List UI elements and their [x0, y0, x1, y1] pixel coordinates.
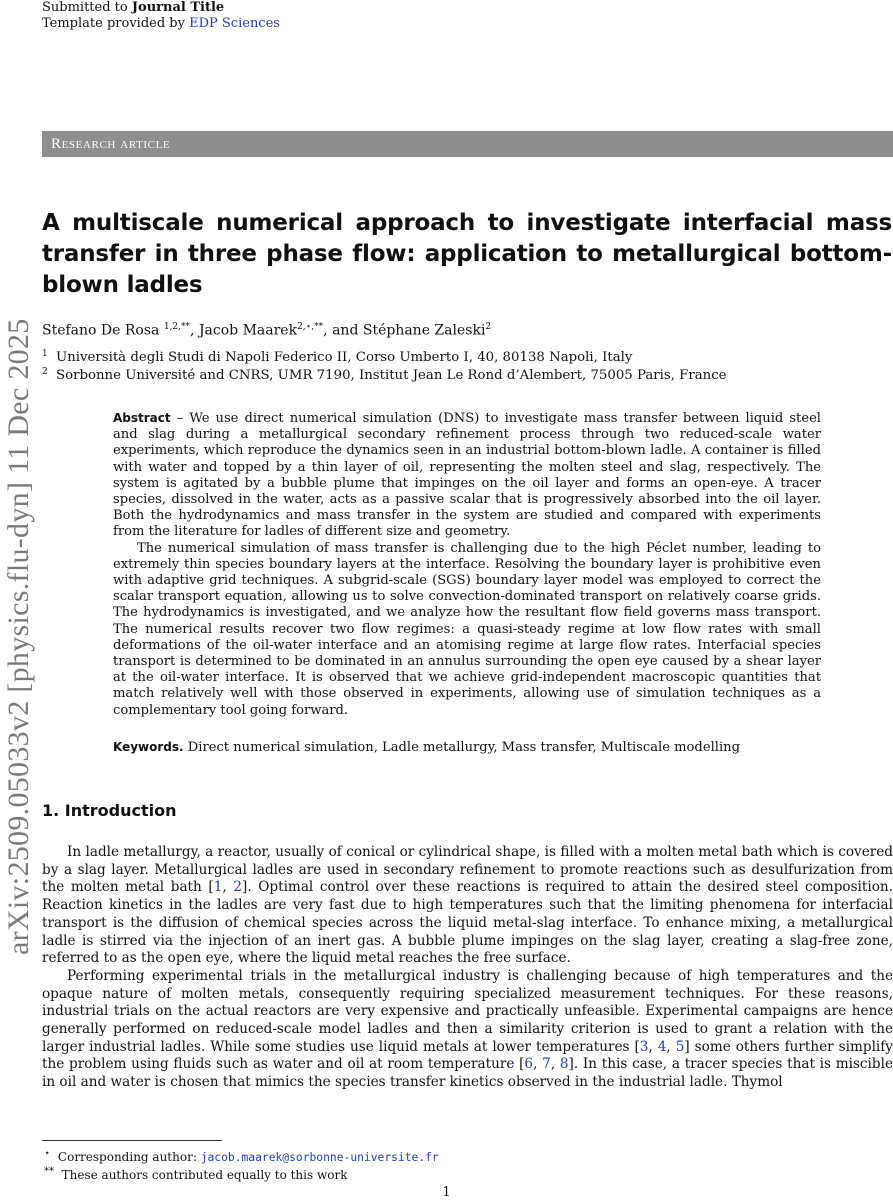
- author-affiliation-marker: 2,⋆,**: [297, 322, 324, 332]
- author-name: Stefano De Rosa: [42, 322, 160, 339]
- body-paragraph: In ladle metallurgy, a reactor, usually of conical or cylindrical shape, is filled with a molten metal bath which is covered by a slag layer. Metallurgical ladles are used in secondary refinement to promote reactions such as desulfurization from the molten metal bath [1, 2]. Optimal control over these reactions is required to attain the desired steel composition. Reaction kinetics in the ladles are very fast due to high temperatures such that the limiting phenomena for interfacial transport is the diffusion of chemical species across the liquid metal-slag interface. To enhance mixing, a metallurgical ladle is stirred via the injection of an inert gas. A bubble plume impinges on the slag layer, creating a slag-free zone, referred to as the open eye, where the liquid metal reaches the free surface.: [42, 844, 893, 967]
- affiliation-2: $^2$ Sorbonne Université and CNRS, UMR 7190, Institut Jean Le Rond d’Alembert, 75005 Paris, France: [42, 367, 727, 383]
- arxiv-stamp: arXiv:2509.05033v2 [physics.flu-dyn] 11 Dec 2025: [2, 318, 35, 955]
- footnote-1: ⋆ Corresponding author: jacob.maarek@sorbonne-universite.fr: [44, 1148, 439, 1164]
- citation-link[interactable]: 3: [639, 1038, 649, 1055]
- abstract-label: Abstract: [113, 411, 171, 425]
- section-heading: 1. Introduction: [42, 801, 177, 820]
- author-affiliation-marker: 2: [485, 322, 492, 332]
- citation-link[interactable]: 6: [524, 1056, 534, 1073]
- author-affiliation-marker: 1,2,**: [163, 322, 191, 332]
- paper-title: A multiscale numerical approach to investigate interfacial mass transfer in three phase flow: application to metallurgical bottom-blown ladles: [42, 210, 892, 298]
- article-type-band: Research article: [42, 131, 893, 157]
- abstract-paragraph: Abstract – We use direct numerical simulation (DNS) to investigate mass transfer between liquid steel and slag during a metallurgical secondary refinement process through two reduced-scale water experiments, which reproduce the dynamics seen in an industrial bottom-blown ladle. A container is filled with water and topped by a thin layer of oil, representing the molten steel and slag, respectively. The system is agitated by a bubble plume that impinges on the oil layer and forms an open-eye. A tracer species, dissolved in the water, acts as a passive scalar that is progressively absorbed into the oil layer. Both the hydrodynamics and mass transfer in the system are studied and compared with experiments from the literature for ladles of different size and geometry.: [113, 411, 821, 540]
- footnote-marker: **: [44, 1166, 54, 1177]
- citation-link[interactable]: 5: [675, 1038, 685, 1055]
- author-name: Jacob Maarek: [198, 322, 298, 339]
- footnote-rule: [42, 1140, 222, 1141]
- citation-link[interactable]: 4: [657, 1038, 667, 1055]
- citation-link[interactable]: 8: [559, 1056, 569, 1073]
- body-paragraph: Performing experimental trials in the metallurgical industry is challenging because of high temperatures and the opaque nature of molten metals, consequently requiring specialized measurement techniques. For these reasons, industrial trials on the actual reactors are very expensive and practically unfeasible. Experimental campaigns are hence generally performed on reduced-scale model ladles and then a similarity criterion is used to grant a relation with the larger industrial ladles. While some studies use liquid metals at lower temperatures [3, 4, 5] some others further simplify the problem using fluids such as water and oil at room temperature [6, 7, 8]. In this case, a tracer species that is miscible in oil and water is chosen that mimics the species transfer kinetics observed in the industrial ladle. Thymol: [42, 967, 893, 1091]
- citation-link[interactable]: 2: [233, 879, 242, 896]
- abstract-paragraph: The numerical simulation of mass transfer is challenging due to the high Péclet number, leading to extremely thin species boundary layers at the interface. Resolving the boundary layer is prohibitive even with adaptive grid techniques. A subgrid-scale (SGS) boundary layer model was employed to correct the scalar transport equation, allowing us to solve convection-dominated transport on relatively coarse grids. The hydrodynamics is investigated, and we analyze how the resultant flow field governs mass transport. The numerical results recover two flow regimes: a quasi-steady regime at low flow rates with small deformations of the oil-water interface and an atomising regime at large flow rates. Interfacial species transport is determined to be dominated in an annulus surrounding the open eye caused by a shear layer at the oil-water interface. It is observed that we achieve grid-independent macroscopic quantities that match relatively well with those observed in experiments, allowing use of simulation techniques as a complementary tool going forward.: [113, 540, 821, 718]
- keywords: [113, 739, 821, 756]
- introduction-body: [42, 844, 893, 1092]
- affiliation-1: $^1$ Università degli Studi di Napoli Federico II, Corso Umberto I, 40, 80138 Napoli, Italy: [42, 349, 633, 365]
- abstract: [113, 410, 821, 719]
- corresponding-email-link[interactable]: jacob.maarek@sorbonne-universite.fr: [200, 1151, 439, 1164]
- template-line: Template provided by EDP Sciences: [42, 16, 280, 31]
- page-number: 1: [442, 1185, 451, 1200]
- footnote-marker: ⋆: [44, 1148, 51, 1159]
- author-list: Stefano De Rosa $^{1,2,**}$, Jacob Maarek$^{2,⋆,**}$, and Stéphane Zaleski$^2$: [42, 322, 492, 339]
- citation-link[interactable]: 1: [213, 879, 223, 896]
- footnote-2: ** These authors contributed equally to this work: [44, 1166, 348, 1182]
- author-name: and Stéphane Zaleski: [332, 322, 486, 339]
- keywords-label: Keywords.: [113, 740, 184, 754]
- keywords-text: Direct numerical simulation, Ladle metallurgy, Mass transfer, Multiscale modelling: [187, 740, 740, 755]
- journal-title: Journal Title: [131, 0, 225, 15]
- citation-link[interactable]: 7: [542, 1056, 551, 1073]
- edp-sciences-link[interactable]: EDP Sciences: [189, 16, 280, 31]
- submission-line: Submitted to Journal Title: [42, 0, 225, 15]
